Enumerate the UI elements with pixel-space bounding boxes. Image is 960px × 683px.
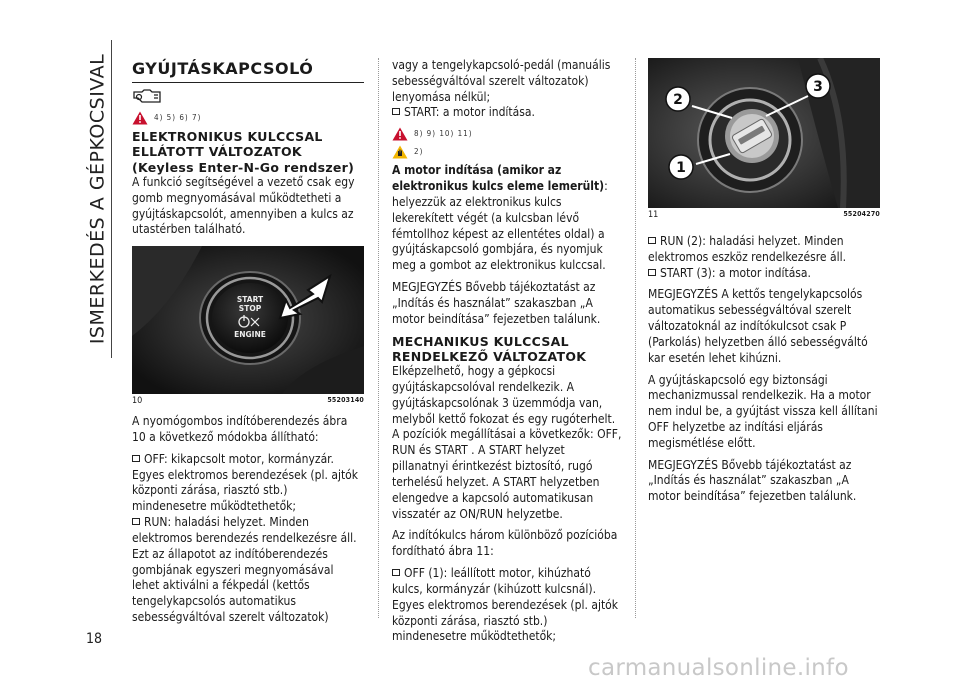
- column-separator: [635, 58, 636, 618]
- warning-triangle-icon: [392, 127, 408, 141]
- chapter-side-tab: ISMERKEDÉS A GÉPKOCSIVAL: [86, 53, 109, 345]
- warning-references: 4) 5) 6) 7): [154, 112, 202, 122]
- caution-references: 2): [414, 147, 424, 157]
- paragraph: A nyomógombos indítóberendezés ábra 10 a következő módokba állítható:: [132, 414, 348, 444]
- bullet-marker: [132, 518, 140, 525]
- figure-caption: [648, 210, 880, 222]
- figure-code: 55203140: [327, 396, 364, 405]
- bullet-marker: [392, 108, 400, 115]
- ignition-key-photo: [648, 58, 880, 208]
- warning-refs-row: [132, 111, 364, 125]
- caution-refs-row: [392, 145, 624, 159]
- warning-refs-row: [392, 127, 624, 141]
- figure-number: 10: [132, 396, 143, 407]
- svg-text:3: 3: [813, 79, 823, 95]
- bold-lead: A motor indítása (amikor az elektronikus kulcs eleme lemerült): [392, 163, 605, 194]
- button-label-engine: ENGINE: [234, 330, 266, 340]
- bullet-marker: [648, 269, 656, 276]
- bullet-marker: [392, 569, 400, 576]
- paragraph: vagy a tengelykapcsoló-pedál (manuális sebességváltóval szerelt változatok) lenyomása nélkül;: [392, 58, 611, 104]
- figure-caption: [132, 396, 364, 408]
- paragraph: A gyújtáskapcsoló egy biztonsági mechanizmussal rendelkezik. Ha a motor nem indul be, a gyújtást vissza kell állítani OFF helyzetbe az indítási eljárás megismétlése előtt.: [648, 372, 878, 450]
- watermark: carmanualsonline.info: [588, 655, 849, 681]
- start-stop-button-photo: [132, 246, 364, 394]
- paragraph: Elképzelhető, hogy a gépkocsi gyújtáskapcsolóval rendelkezik. A gyújtáskapcsolónak 3 üzemmódja van, melyből kettő fokozat és egy rugóterhelt. A pozíciók megállításai a következők: OFF, RUN és START . A START helyzet pillanatnyi érintkezést biztosító, rugó terhelésű helyzet. A START helyzetben elengedve a kapcsoló automatikusan visszatér az ON/RUN helyzetbe.: [392, 364, 622, 521]
- warning-references: 8) 9) 10) 11): [414, 129, 473, 139]
- bullet-item: OFF: kikapcsolt motor, kormányzár. Egyes elektromos berendezések (pl. ajtók központi zárása, riasztó stb.) mindenesetre működtethetők;: [132, 451, 359, 514]
- note: MEGJEGYZÉS A kettős tengelykapcsolós automatikus sebességváltóval szerelt változatoknál az indítókulcsot csak P (Parkolás) helyzetben álló sebességváltó kar esetén lehet kihúzni.: [648, 287, 868, 365]
- bullet-item: START: a motor indítása.: [392, 105, 624, 121]
- bullet-item: START (3): a motor indítása.: [648, 266, 880, 282]
- page-number: 18: [86, 631, 103, 647]
- engine-icon-row: [132, 89, 364, 107]
- paragraph: Az indítókulcs három különböző pozícióba fordítható ábra 11:: [392, 528, 618, 559]
- bullet-item: OFF (1): leállított motor, kihúzható kulcs, kormányzár (kihúzott kulcsnál). Egyes elektromos berendezések (pl. ajtók központi zárása, riasztó stb.) mindenesetre működtethetők;: [392, 566, 619, 644]
- figure-11: [648, 58, 880, 222]
- figure-number: 11: [648, 210, 659, 220]
- bullet-item: RUN: haladási helyzet. Minden elektromos berendezés rendelkezésre áll. Ezt az állapotot az indítóberendezés gombjának egyszeri megnyomásával lehet aktiválni a fékpedál (kettős tengelykapcsolós automatikus sebességváltóval szerelt változatok): [132, 515, 357, 624]
- column-3: [648, 58, 880, 511]
- section-title: GYÚJTÁSKAPCSOLÓ: [132, 58, 364, 83]
- paragraph: A funkció segítségével a vezető csak egy gomb megnyomásával működtetheti a gyújtáskapcsolót, amennyiben a kulcs az utastérben található.: [132, 174, 355, 237]
- button-label-stop: STOP: [238, 304, 262, 314]
- figure-code: 55204270: [843, 210, 880, 218]
- svg-text:2: 2: [673, 92, 683, 108]
- button-label-start: START: [236, 295, 264, 305]
- subsection-heading: ELEKTRONIKUS KULCCSAL ELLÁTOTT VÁLTOZATOK (Keyless Enter-N-Go rendszer): [132, 129, 355, 175]
- note: MEGJEGYZÉS Bővebb tájékoztatást az „Indítás és használat” szakaszban „A motor beindítása” fejezetben találunk.: [648, 457, 857, 504]
- svg-text:1: 1: [676, 160, 686, 176]
- figure-10: [132, 246, 364, 408]
- subsection-heading: MECHANIKUS KULCCSAL RENDELKEZŐ VÁLTOZATOK: [392, 333, 587, 364]
- caution-hand-icon: [392, 145, 408, 159]
- paragraph: A motor indítása (amikor az elektronikus kulcs eleme lemerült): helyezzük az elektronikus kulcs lekerekített végét (a kulcsban lévő fémtollhoz képest az ellentétes oldal) a gyújtáskapcsoló gombjára, és nyomjuk meg a gombot az elektronikus kulccsal.: [392, 163, 608, 273]
- bullet-item: RUN (2): haladási helyzet. Minden elektromos eszköz rendelkezésre áll.: [648, 233, 847, 264]
- column-separator: [378, 58, 379, 618]
- bullet-marker: [132, 455, 140, 462]
- warning-triangle-icon: [132, 111, 148, 125]
- bullet-marker: [648, 237, 656, 244]
- column-2: [392, 58, 624, 651]
- column-1: [132, 58, 364, 632]
- note: MEGJEGYZÉS Bővebb tájékoztatást az „Indítás és használat” szakaszban „A motor beindítása” fejezetben találunk.: [392, 280, 601, 326]
- engine-start-icon: [132, 89, 166, 105]
- chapter-side-line: [111, 40, 112, 358]
